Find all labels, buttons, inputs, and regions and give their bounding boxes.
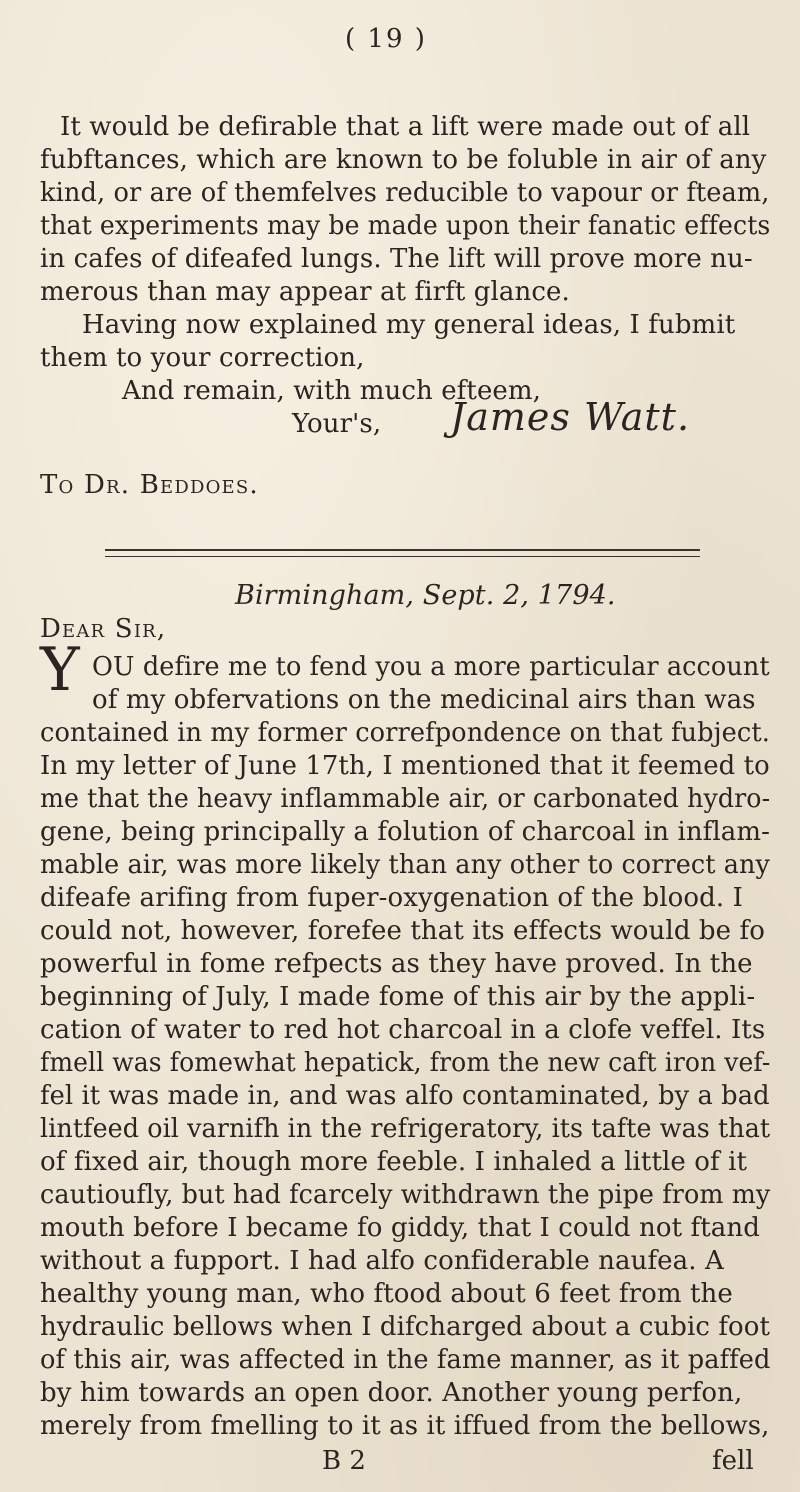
- text-line: by him towards an open door. Another young perfon,: [40, 1378, 743, 1408]
- text-line: mouth before I became fo giddy, that I could not ftand: [40, 1213, 760, 1243]
- text-line: beginning of July, I made fome of this air by the appli-: [40, 982, 756, 1012]
- text-line: that experiments may be made upon their fanatic effects: [40, 211, 771, 241]
- text-line: merous than may appear at firft glance.: [40, 277, 570, 307]
- text-line: It would be defirable that a lift were made out of all: [60, 112, 751, 142]
- text-line: lintfeed oil varnifh in the refrigeratory, its tafte was that: [40, 1114, 771, 1144]
- signature: James Watt.: [450, 395, 691, 439]
- text-line: fel it was made in, and was alfo contaminated, by a bad: [40, 1081, 770, 1111]
- text-line: Having now explained my general ideas, I fubmit: [82, 310, 736, 340]
- text-line: without a fupport. I had alfo confiderable naufea. A: [40, 1246, 724, 1276]
- salutation: Dear Sir,: [40, 614, 167, 644]
- text-line: contained in my former correfpondence on that fubject.: [40, 718, 771, 748]
- text-line: gene, being principally a folution of charcoal in inflam-: [40, 817, 770, 847]
- text-line: of my obfervations on the medicinal airs than was: [92, 685, 756, 715]
- text-line: could not, however, forefee that its effects would be fo: [40, 916, 765, 946]
- signature-mark: B 2: [322, 1446, 366, 1476]
- closing-yours: Your's,: [292, 409, 382, 439]
- text-line: them to your correction,: [40, 343, 365, 373]
- text-line: difeafe arifing from fuper-oxygenation of the blood. I: [40, 883, 744, 913]
- addressee: To Dr. Beddoes.: [40, 470, 259, 500]
- text-line: cation of water to red hot charcoal in a clofe veffel. Its: [40, 1015, 766, 1045]
- text-line: hydraulic bellows when I difcharged about a cubic foot: [40, 1312, 770, 1342]
- text-line: fmell was fomewhat hepatick, from the new caft iron vef-: [40, 1048, 771, 1078]
- closing-remain: And remain, with much efteem,: [122, 376, 542, 406]
- text-line: cautioufly, but had fcarcely withdrawn the pipe from my: [40, 1180, 771, 1210]
- text-line: mable air, was more likely than any other to correct any: [40, 850, 770, 880]
- text-line: in cafes of difeafed lungs. The lift will prove more nu-: [40, 244, 753, 274]
- dateline: Birmingham, Sept. 2, 1794.: [235, 580, 616, 611]
- page-number: ( 19 ): [345, 24, 427, 54]
- divider-rule: [105, 556, 700, 557]
- text-line: me that the heavy inflammable air, or carbonated hydro-: [40, 784, 771, 814]
- text-line: merely from fmelling to it as it iffued from the bellows,: [40, 1411, 770, 1441]
- text-line: of this air, was affected in the fame manner, as it paffed: [40, 1345, 771, 1375]
- text-line: OU defire me to fend you a more particular account: [92, 652, 770, 682]
- text-line: fubftances, which are known to be foluble in air of any: [40, 145, 767, 175]
- text-line: In my letter of June 17th, I mentioned that it feemed to: [40, 751, 770, 781]
- divider-rule: [105, 549, 700, 551]
- drop-cap: Y: [40, 635, 80, 705]
- text-line: healthy young man, who ftood about 6 feet from the: [40, 1279, 733, 1309]
- text-line: of fixed air, though more feeble. I inhaled a little of it: [40, 1147, 748, 1177]
- text-line: kind, or are of themfelves reducible to vapour or fteam,: [40, 178, 770, 208]
- text-line: powerful in fome refpects as they have proved. In the: [40, 949, 753, 979]
- catchword: fell: [712, 1446, 754, 1476]
